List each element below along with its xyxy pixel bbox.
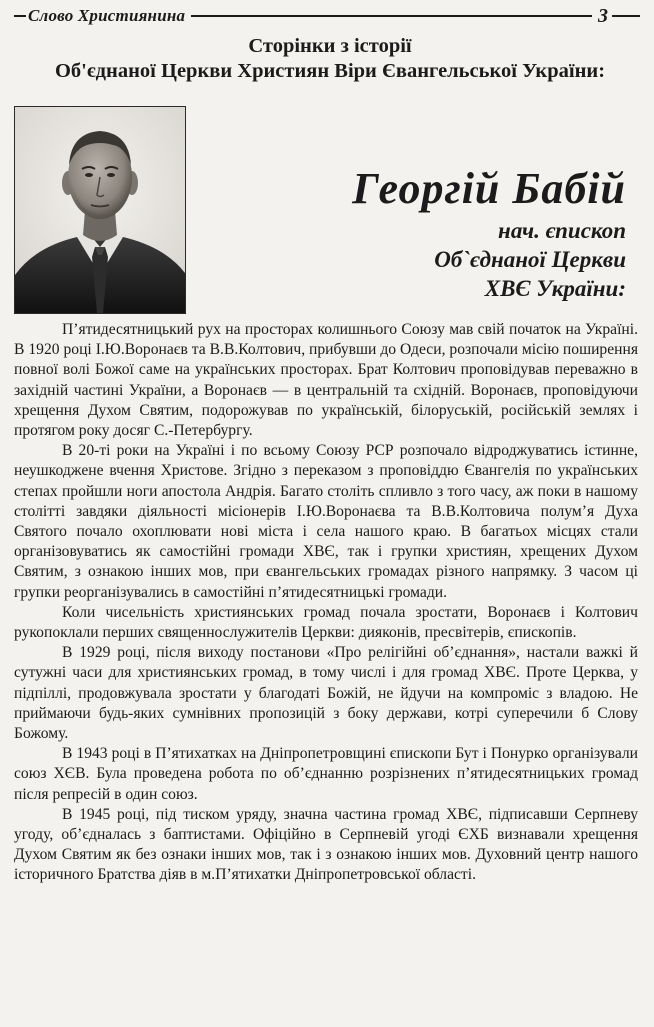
- author-role-line-1: нач. єпископ: [498, 218, 626, 243]
- header-rule-right: [612, 15, 640, 17]
- author-role: [200, 216, 626, 303]
- section-title: [20, 34, 640, 84]
- author-role-line-3: ХВЄ України:: [484, 276, 626, 301]
- article-paragraph: Коли чисельність християнських громад почала зростати, Воронаєв і Колтович рукопоклали перших священнослужителів Церкви: дияконів, пресвітерів, єпископів.: [14, 603, 638, 642]
- article-paragraph: В 1943 році в П’ятихатках на Дніпропетровщині єпископи Бут і Понурко організували союз ХЄВ. Була проведена робота по об’єднанню розрізнених п’ятидесятницьких громад після репресій в один союз.: [14, 745, 638, 803]
- running-header: [14, 4, 640, 28]
- page-number: 3: [598, 4, 608, 27]
- section-title-line-1: Сторінки з історії: [248, 35, 412, 57]
- portrait-illustration: [15, 107, 185, 313]
- article-paragraph: В 20-ті роки на Україні і по всьому Союзу РСР розпочало відроджуватись істинне, неушкоджене вчення Христове. Згідно з переказом з проповіддю Євангелія по українських степах пройшли ноги апостола Андрія. Багато століть спливло з того часу, аж поки в нашому столітті завдяки діяльності місіонерів І.Ю.Воронаєва та В.В.Колтовича полум’я Духа Святого почало охоплювати нові міста і села нашого краю. В багатьох місцях стали організовуватись як самостійні громади ХВЄ, так і групки християн, хрещених Духом Святим, з ознакою інших мов, при євангельських громадах різного напрямку. З часом ці групки реорганізувались в самостійні п’ятидесятницькі громади.: [14, 442, 638, 601]
- article-paragraph: П’ятидесятницький рух на просторах колишнього Союзу мав свій початок на Україні. В 1920 році І.Ю.Воронаєв та В.В.Колтович, прибувши до Одеси, розпочали місію поширення повної волі Божої саме на українських просторах. Брат Колтович проповідував переважно в західній частині України, а Воронаєв — в центральній та східній. Воронаєв, проповідуючи хрещення Духом Святим, подорожував по українській, білоруській, російській землях і протягом року досяг С.-Петербургу.: [14, 321, 638, 440]
- author-role-line-2: Об`єднаної Церкви: [434, 247, 626, 272]
- author-portrait-photo: [14, 106, 186, 314]
- header-rule-middle: [191, 15, 592, 17]
- article-paragraph: В 1929 році, після виходу постанови «Про релігійні об’єднання», настали важкі й сутужні часи для християнських громад, в тому числі і для громад ХВЄ. Проте Церква, у підпіллі, продовжувала зростати у благодаті Божій, не йдучи на компроміс з владою. Не приймаючи будь-яких сумнівних пропозицій з боку держави, котрі суперечили б Слову Божому.: [14, 644, 638, 743]
- article-body: [14, 320, 638, 886]
- article-paragraph: В 1945 році, під тиском уряду, значна частина громад ХВЄ, підписавши Серпневу угоду, об’єдналась з баптистами. Офіційно в Серпневій угоді ЄХБ визнавали хрещення Духом Святим як без ознаки інших мов, так і з ознакою інших мов. Духовний центр нашого історичного Братства діяв в м.П’ятихатки Дніпропетровської області.: [14, 805, 638, 884]
- running-title: Слово Християнина: [28, 6, 186, 25]
- author-name: Георгій Бабій: [352, 164, 626, 213]
- section-title-line-2: Об'єднаної Церкви Християн Віри Євангельської України:: [54, 60, 606, 82]
- header-rule-left: [14, 15, 26, 17]
